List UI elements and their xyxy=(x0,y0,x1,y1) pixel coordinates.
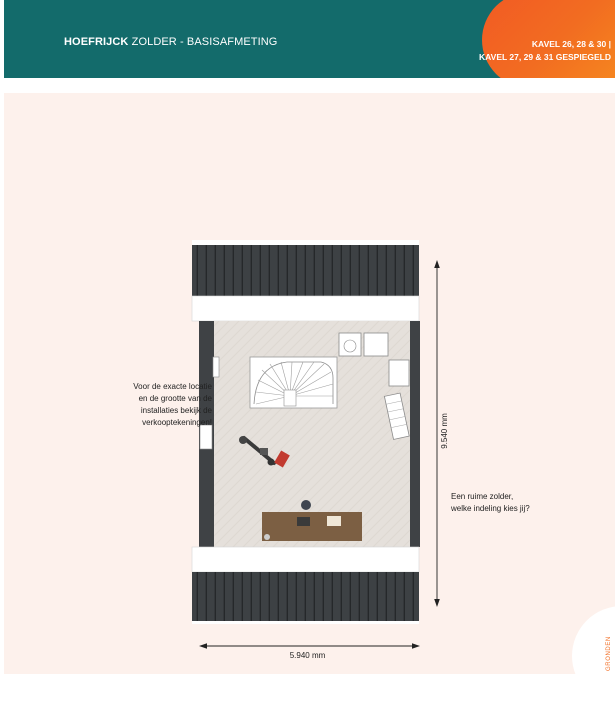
roof-bottom xyxy=(192,572,419,621)
depth-dimension-label: 9.540 mm xyxy=(440,413,449,449)
paper-stack xyxy=(327,516,341,526)
attic-note xyxy=(451,491,561,515)
laptop xyxy=(297,517,310,526)
desk-chair xyxy=(301,500,311,510)
brand-name: HOEFRIJCK xyxy=(64,36,129,48)
note-line: welke indeling kies jij? xyxy=(451,504,530,513)
plan-subtitle: ZOLDER - BASISAFMETING xyxy=(131,36,278,48)
knee-wall-bottom xyxy=(192,547,419,572)
width-dimension-line xyxy=(199,643,420,649)
note-line: Een ruime zolder, xyxy=(451,492,514,501)
note-line: installaties bekijk de xyxy=(140,406,212,415)
width-dimension-label: 5.940 mm xyxy=(289,651,326,660)
roof-top xyxy=(192,245,419,296)
lot-line-1: KAVEL 26, 28 & 30 | xyxy=(531,39,611,49)
corner-label: GRONDEN xyxy=(606,636,612,671)
desk xyxy=(262,512,362,541)
boiler-unit xyxy=(339,333,361,356)
storage-cabinet xyxy=(389,360,409,386)
ventilation-unit xyxy=(364,333,388,356)
note-line: Voor de exacte locatie xyxy=(133,382,212,391)
depth-dimension-line xyxy=(434,260,440,607)
knee-wall-top xyxy=(192,296,419,321)
roof-edge-top xyxy=(192,240,419,245)
note-line: en de grootte van de xyxy=(138,394,212,403)
wall-right xyxy=(410,321,420,547)
lot-line-2: KAVEL 27, 29 & 31 GESPIEGELD xyxy=(479,52,611,62)
note-line: verkooptekeningen! xyxy=(142,418,212,427)
installation-note xyxy=(95,381,212,429)
